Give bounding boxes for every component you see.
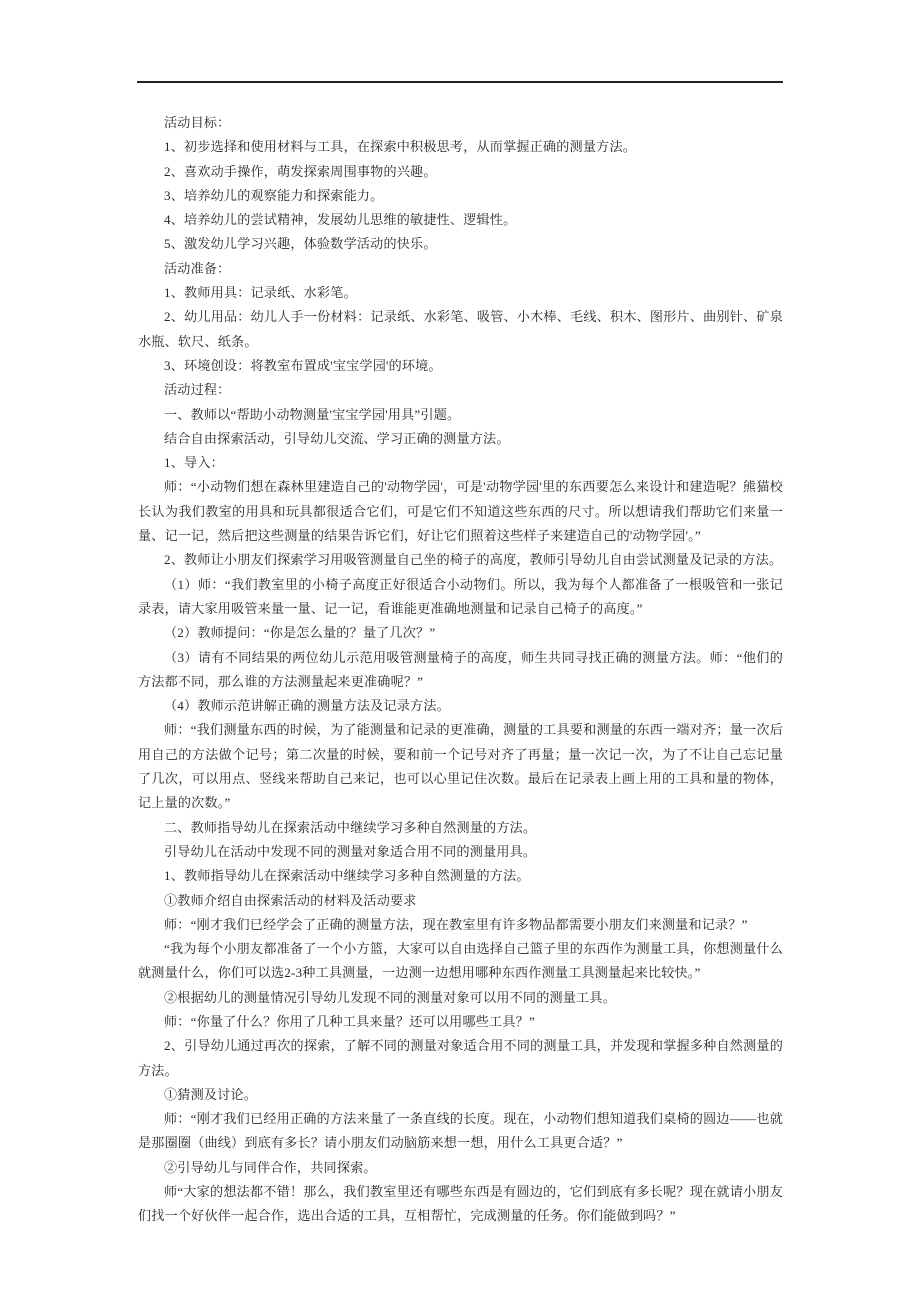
document-paragraph: 3、环境创设：将教室布置成'宝宝学园'的环境。 (164, 357, 442, 373)
document-paragraph: 2、喜欢动手操作，萌发探索周围事物的兴趣。 (164, 163, 437, 179)
document-paragraph: ②根据幼儿的测量情况引导幼儿发现不同的测量对象可以用不同的测量工具。 (164, 989, 616, 1005)
document-paragraph: ①猜测及讨论。 (164, 1086, 258, 1102)
document-paragraph: 5、激发幼儿学习兴趣，体验数学活动的快乐。 (164, 236, 437, 252)
document-paragraph: 引导幼儿在活动中发现不同的测量对象适合用不同的测量用具。 (164, 843, 537, 859)
document-paragraph: 2、幼儿用品：幼儿人手一份材料：记录纸、水彩笔、吸管、小木棒、毛线、积木、图形片、曲别针、矿泉水瓶、软尺、纸条。 (138, 309, 783, 349)
document-paragraph: 活动过程： (164, 382, 231, 398)
document-paragraph: （3）请有不同结果的两位幼儿示范用吸管测量椅子的高度，师生共同寻找正确的测量方法。师：“他们的方法都不同，那么谁的方法测量起来更准确呢？” (138, 649, 783, 689)
document-paragraph: 二、教师指导幼儿在探索活动中继续学习多种自然测量的方法。 (164, 819, 537, 835)
document-paragraph: 活动目标： (164, 115, 231, 130)
document-paragraph: （4）教师示范讲解正确的测量方法及记录方法。 (164, 698, 450, 714)
document-paragraph: 结合自由探索活动，引导幼儿交流、学习正确的测量方法。 (164, 430, 510, 446)
document-paragraph: 师：“我们测量东西的时候，为了能测量和记录的更准确，测量的工具要和测量的东西一端对齐；量一次后用自己的方法做个记号；第二次量的时候，要和前一个记号对齐了再量；量一次记一次，为了不让自己忘记量了几次，可以用点、竖线来帮助自己来记，也可以心里记住次数。最后在记录表上画上用的工具和量的物体，记上量的次数。” (138, 722, 783, 811)
document-paragraph: 2、引导幼儿通过再次的探索，了解不同的测量对象适合用不同的测量工具，并发现和掌握多种自然测量的方法。 (138, 1038, 783, 1078)
document-paragraph: ②引导幼儿与同伴合作，共同探索。 (164, 1159, 377, 1175)
document-paragraph: 1、教师指导幼儿在探索活动中继续学习多种自然测量的方法。 (164, 868, 530, 884)
document-paragraph: ①教师介绍自由探索活动的材料及活动要求 (164, 892, 417, 908)
document-paragraph: 1、导入： (164, 455, 224, 471)
document-paragraph: 师：“你量了什么？你用了几种工具来量？还可以用哪些工具？” (164, 1013, 535, 1029)
document-paragraph: 活动准备： (164, 260, 231, 276)
header-divider-line (137, 81, 783, 83)
document-paragraph: 师：“刚才我们已经学会了正确的测量方法，现在教室里有许多物品都需要小朋友们来测量和记录？” (164, 916, 748, 932)
document-paragraph: 师“大家的想法都不错！那么，我们教室里还有哪些东西是有圆边的，它们到底有多长呢？现在就请小朋友们找一个好伙伴一起合作，选出合适的工具，互相帮忙，完成测量的任务。你们能做到吗？” (138, 1184, 783, 1224)
document-paragraph: （1）师：“我们教室里的小椅子高度正好很适合小动物们。所以，我为每个人都准备了一根吸管和一张记录表，请大家用吸管来量一量、记一记，看谁能更准确地测量和记录自己椅子的高度。” (138, 576, 783, 616)
document-paragraph: 2、教师让小朋友们探索学习用吸管测量自己坐的椅子的高度，教师引导幼儿自由尝试测量及记录的方法。 (164, 552, 783, 568)
document-paragraph: 4、培养幼儿的尝试精神，发展幼儿思维的敏捷性、逻辑性。 (164, 212, 517, 228)
document-paragraph: （2）教师提问：“你是怎么量的？量了几次？” (164, 625, 436, 641)
document-paragraph: 3、培养幼儿的观察能力和探索能力。 (164, 187, 384, 203)
document-paragraph: 师：“小动物们想在森林里建造自己的'动物学园'，可是'动物学园'里的东西要怎么来设计和建造呢？熊猫校长认为我们教室的用具和玩具都很适合它们，可是它们不知道这些东西的尺寸。所以想请我们帮助它们来量一量、记一记，然后把这些测量的结果告诉它们，好让它们照着这些样子来建造自己的'动物学园'。” (138, 479, 783, 544)
document-paragraph: 1、初步选择和使用材料与工具，在探索中积极思考，从而掌握正确的测量方法。 (164, 139, 637, 155)
document-paragraph: 一、教师以“帮助小动物测量'宝宝学园'用具”引题。 (164, 406, 461, 422)
document-paragraph: 师：“刚才我们已经用正确的方法来量了一条直线的长度。现在，小动物们想知道我们桌椅的圆边——也就是那圈圈（曲线）到底有多长？请小朋友们动脑筋来想一想，用什么工具更合适？” (138, 1111, 783, 1151)
document-paragraph: “我为每个小朋友都准备了一个小方篮，大家可以自由选择自己篮子里的东西作为测量工具，你想测量什么就测量什么，你们可以选2-3种工具测量，一边测一边想用哪种东西作测量工具测量起来比较快。” (138, 941, 783, 981)
document-paragraph: 1、教师用具：记录纸、水彩笔。 (164, 285, 357, 301)
document-body (138, 111, 783, 1229)
